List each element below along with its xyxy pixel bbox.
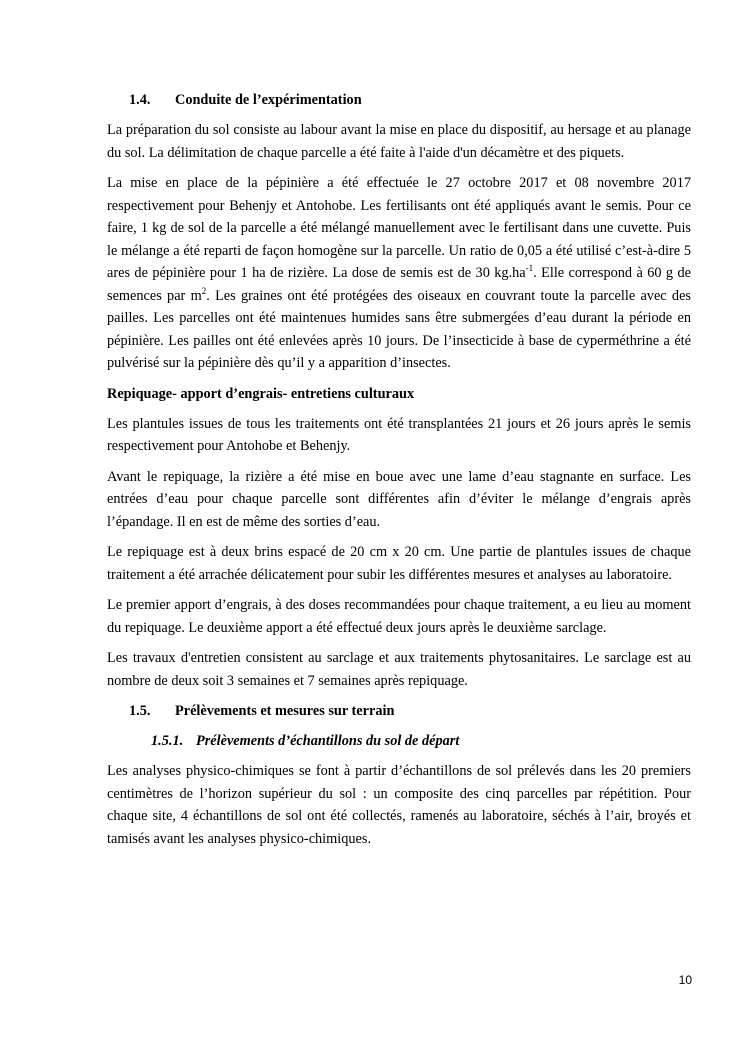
paragraph: Les travaux d'entretien consistent au sarclage et aux traitements phytosanitaires. Le sarclage est au nombre de deux soit 3 semaines et 7 semaines après repiquage. [107, 650, 691, 689]
paragraph-pepiniere [107, 172, 691, 375]
superscript: 2 [201, 285, 207, 296]
run-in-heading-repiquage: Repiquage- apport d’engrais- entretiens culturaux [107, 385, 415, 402]
page-content [107, 89, 691, 858]
paragraph: Le repiquage est à deux brins espacé de 20 cm x 20 cm. Une partie de plantules issues de chaque traitement a été arrachée délicatement pour subir les différentes mesures et analyses au laboratoire. [107, 544, 691, 583]
superscript: -1 [525, 263, 534, 273]
paragraph: Les plantules issues de tous les traitements ont été transplantées 21 jours et 26 jours après le semis respectivement pour Antohobe et Behenjy. [107, 415, 691, 454]
section-number: 1.5. [129, 703, 151, 719]
section-heading-1-5 [107, 700, 691, 722]
paragraph: La préparation du sol consiste au labour avant la mise en place du dispositif, au hersage et au planage du sol. La délimitation de chaque parcelle a été faite à l'aide d'un décamètre et des piquets. [107, 122, 691, 161]
section-number: 1.5.1. [151, 733, 184, 749]
section-title: Conduite de l’expérimentation [175, 92, 362, 108]
paragraph-text: . Elle correspond à 60 g de semences par m [107, 265, 691, 304]
paragraph-text: La mise en place de la pépinière a été effectuée le 27 octobre 2017 et 08 novembre 2017 respectivement pour Behenjy et Antohobe. Les fertilisants ont été appliqués avant le semis. Pour ce faire, 1 kg de sol de la parcelle a été mélangé manuellement avec le fertilisant dans une cuvette. Puis le mélange a été reparti de façon homogène sur la parcelle. Un ratio de 0,05 a été utilisé c’est-à-dire 5 ares de pépinière pour 1 ha de rizière. La dose de semis est de 30 kg.ha [107, 175, 691, 281]
section-title: Prélèvements et mesures sur terrain [175, 703, 395, 719]
paragraph: Le premier apport d’engrais, à des doses recommandées pour chaque traitement, a eu lieu au moment du repiquage. Le deuxième apport a été effectué deux jours après le deuxième sarclage. [107, 597, 691, 636]
section-title: Prélèvements d’échantillons du sol de départ [196, 733, 460, 749]
paragraph-text: . Les graines ont été protégées des oiseaux en couvrant toute la parcelle avec des pailles. Les parcelles ont été maintenues humides sans être submergées d’eau durant la période en pépinière. Les pailles ont été enlevées après 10 jours. De l’insecticide à base de cyperméthrine a été pulvérisé sur la pépinière dès qu’il y a apparition d’insectes. [107, 287, 691, 371]
section-number: 1.4. [129, 92, 151, 108]
subsection-heading-1-5-1 [107, 730, 691, 752]
paragraph: Avant le repiquage, la rizière a été mise en boue avec une lame d’eau stagnante en surface. Les entrées d’eau pour chaque parcelle sont différentes afin d’éviter le mélange d’engrais après l’épandage. Il en est de même des sorties d’eau. [107, 468, 691, 530]
page-number: 10 [678, 973, 692, 987]
section-heading-1-4 [107, 89, 691, 111]
paragraph: Les analyses physico-chimiques se font à partir d’échantillons de sol prélevés dans les 20 premiers centimètres de l’horizon supérieur du sol : un composite des cinq parcelles par répétition. Pour chaque site, 4 échantillons de sol ont été collectés, ramenés au laboratoire, séchés à l’air, broyés et tamisés avant les analyses physico-chimiques. [107, 763, 691, 847]
